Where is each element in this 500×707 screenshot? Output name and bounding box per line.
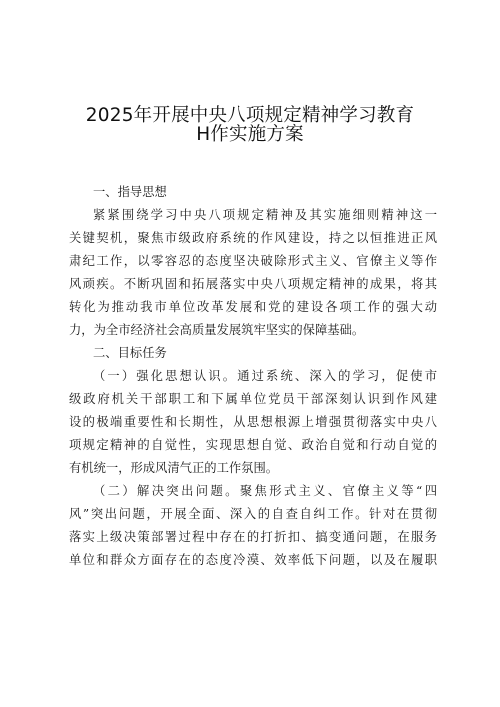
paragraph-line: 设的极端重要性和长期性，从思想根源上增强贯彻落实中央八 [69,415,437,429]
document-title-line-2: H作实施方案 [196,124,304,145]
paragraph-line: 项规定精神的自觉性，实现思想自觉、政治自觉和行动自觉的 [69,438,437,452]
paragraph-line: 风顽疾。不断巩固和拓展落实中央八项规定精神的成果，将其 [69,277,437,291]
section-heading-goals-tasks: 二、目标任务 [93,346,167,360]
paragraph-line: 单位和群众方面存在的态度冷漠、效率低下问题，以及在履职 [69,553,437,567]
paragraph-line: 转化为推动我市单位改革发展和党的建设各项工作的强大动 [69,300,437,314]
paragraph-line: （二）解决突出问题。聚焦形式主义、官僚主义等“四 [93,484,437,498]
paragraph-line: 力，为全市经济社会高质量发展筑牢坚实的保障基础。 [69,323,365,337]
paragraph-line: 级政府机关干部职工和下属单位党员干部深刻认识到作风建 [69,392,437,406]
paragraph-line: 肃纪工作，以零容忍的态度坚决破除形式主义、官僚主义等作 [69,254,437,268]
paragraph-line: 落实上级决策部署过程中存在的打折扣、搞变通问题，在服务 [69,530,437,544]
paragraph-line: 紧紧围绕学习中央八项规定精神及其实施细则精神这一 [93,208,437,222]
paragraph-line: （一）强化思想认识。通过系统、深入的学习，促使市 [93,369,437,383]
document-title-line-1: 2025年开展中央八项规定精神学习教育 [85,105,415,126]
section-heading-guiding-ideology: 一、指导思想 [93,185,167,199]
paragraph-line: 关键契机，聚焦市级政府系统的作风建设，持之以恒推进正风 [69,231,437,245]
paragraph-line: 风”突出问题，开展全面、深入的自查自纠工作。针对在贯彻 [69,507,437,521]
paragraph-line: 有机统一，形成风清气正的工作氛围。 [69,461,279,475]
